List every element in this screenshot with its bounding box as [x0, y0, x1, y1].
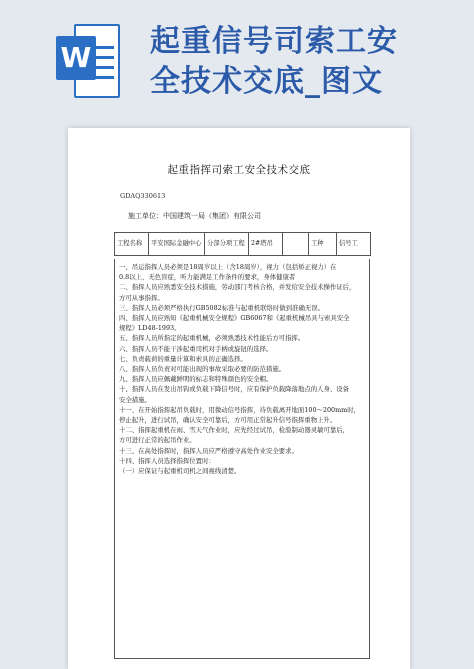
project-info-table — [114, 232, 371, 256]
content-line: 安全措施。 — [119, 395, 151, 404]
content-line: 十、指挥人员在发出吊钩或负载下降信号时，应有保护负载降落地点的人身、设备 — [119, 385, 350, 394]
content-line: 十三、在高处指挥时，指挥人员应严格遵守高处作业安全要求。 — [119, 446, 298, 455]
content-line: 停止起升，进行试吊，确认安全可靠后，方可用正常起升信号指挥重物上升。 — [119, 416, 337, 425]
banner-title-line-1: 起重信号司索工安 — [150, 24, 398, 59]
content-line: 八、指挥人员负责对可能出现的事故采取必要的防范措施。 — [119, 365, 286, 374]
project-name-label: 工程名称 — [115, 233, 149, 256]
banner-title — [150, 22, 450, 102]
content-line: 十四、指挥人员选择指挥位置时： — [119, 456, 215, 465]
content-line: 方可从事指挥。 — [119, 293, 164, 302]
document-page — [68, 128, 410, 669]
subproject-label: 分部分项工程 — [205, 233, 249, 256]
briefing-content — [114, 259, 370, 659]
trade-value: 信号工 — [337, 233, 371, 256]
empty-cell — [283, 233, 309, 256]
content-line: 十二、指挥起重机在雨、雪天气作业时，应先经过试吊，检验制动器灵敏可靠后， — [119, 426, 350, 435]
content-line: 规程》LD48-1993。 — [119, 324, 181, 333]
trade-label: 工种 — [309, 233, 337, 256]
subproject-value: 2#塔吊 — [249, 233, 283, 256]
content-line: 六、指挥人员不能干涉起重司机对手柄或旋钮的选择。 — [119, 344, 273, 353]
construction-unit: 施工单位：中国建筑一局（集团）有限公司 — [128, 212, 261, 220]
content-line: 0.8以上，无色盲症，听力能满足工作条件的要求，身体健康者 — [119, 273, 296, 282]
document-code: GDAQ330613 — [120, 192, 166, 200]
content-line: 方可进行正常的起吊作业。 — [119, 436, 196, 445]
content-line: 十一、在开始指挥起吊负载时，用微动信号指挥，待负载离开地面100～200mm时， — [119, 405, 361, 414]
content-line: 二、指挥人员应熟悉安全技术措施，劳动部门考核合格，并发给安全技术操作证后， — [119, 283, 356, 292]
content-line: 五、指挥人员所指定的起重机械，必须熟悉技术性能后方可指挥。 — [119, 334, 305, 343]
project-name-value: 平安国际金融中心 — [149, 233, 205, 256]
banner-title-line-2: 全技术交底_图文 — [150, 64, 383, 99]
content-line: （一）应保证与起重机司机之间视线清楚。 — [119, 467, 241, 476]
content-line: 三、指挥人员必须严格执行GB5082标准与起重机联络时做到准确无误。 — [119, 303, 325, 312]
content-line: 七、负责载荷的重量计算和索具的正确选择。 — [119, 354, 247, 363]
content-line: 一、吊运指挥人员必须是18周岁以上（含18周岁），视力（包括矫正视力）在 — [119, 263, 337, 271]
word-letter-badge: W — [56, 36, 96, 80]
content-line: 九、指挥人员应佩戴鲜明的标志和特殊颜色的安全帽。 — [119, 375, 273, 384]
document-title: 起重指挥司索工安全技术交底 — [167, 164, 311, 176]
banner — [0, 0, 474, 120]
content-line: 四、指挥人员应熟知《起重机械安全规程》GB6067和《起重机械吊具与索具安全 — [119, 314, 350, 323]
word-document-icon — [56, 20, 122, 102]
table-row — [115, 233, 371, 256]
